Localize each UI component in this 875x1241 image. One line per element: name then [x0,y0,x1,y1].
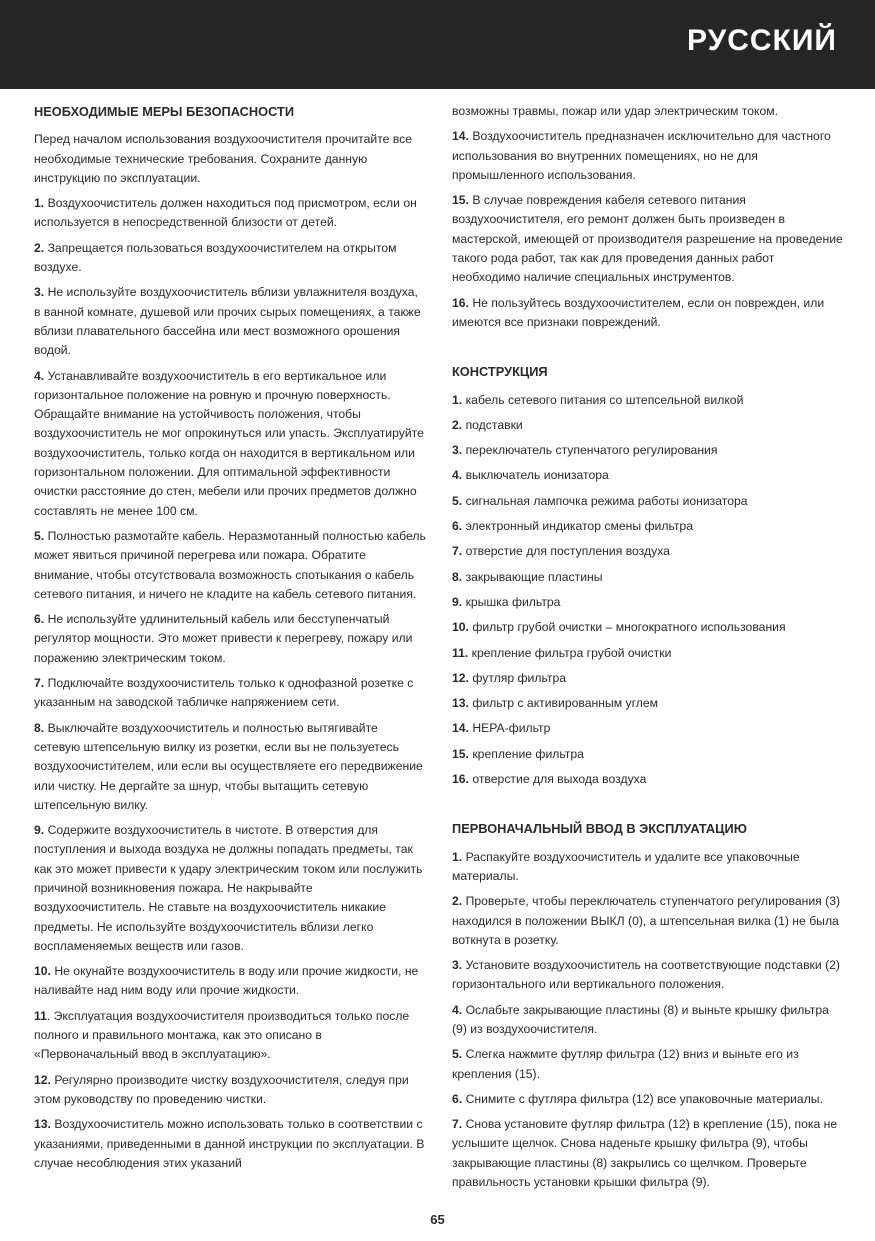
startup-step-text: Установите воздухоочиститель на соответствующие подставки (2) горизонтального или вертикального положения. [452,958,840,992]
startup-step [452,956,844,995]
safety-item-text: Не используйте воздухоочиститель вблизи увлажнителя воздуха, в ванной комнате, душевой или прочих сырых помещениях, а также вблизи плавательного бассейна или мест возможного орошения водой. [34,285,421,358]
safety-item [34,962,426,1001]
safety-item-text: Регулярно производите чистку воздухоочистителя, следуя при этом руководству по проведению чистки. [34,1072,409,1106]
safety-item-number: 16. [452,295,469,310]
safety-item-text: Не пользуйтесь воздухоочистителем, если он поврежден, или имеются все признаки повреждений. [452,295,825,329]
construction-item-text: фильтр с активированным углем [472,696,659,711]
safety-item-text: Полностью размотайте кабель. Неразмотанный полностью кабель может явиться причиной перегрева или пожара. Обратите внимание, чтобы отсутствовала возможность спотыкания о кабель сетевого питания, и ничего не кладите на кабель сетевого питания. [34,528,426,601]
construction-item-number: 16. [452,772,469,787]
construction-item-number: 13. [452,696,469,711]
safety-item [452,191,844,287]
safety-item [34,239,426,278]
startup-step [452,1045,844,1084]
construction-item [452,492,844,511]
construction-item [452,593,844,612]
construction-item-text: фильтр грубой очистки – многократного использования [472,620,786,635]
construction-heading: КОНСТРУКЦИЯ [452,364,548,380]
startup-step-number: 5. [452,1047,463,1062]
safety-list [34,194,426,1173]
construction-item-number: 14. [452,721,469,736]
construction-item [452,745,844,764]
safety-item [34,719,426,815]
construction-item-number: 10. [452,620,469,635]
construction-item-text: переключатель ступенчатого регулирования [465,443,718,458]
safety-item-text: Подключайте воздухоочиститель только к однофазной розетке с указанным на заводской табличке напряжением сети. [34,676,414,710]
safety-item [34,283,426,360]
construction-item-text: кабель сетевого питания со штепсельной вилкой [465,392,744,407]
construction-item [452,568,844,587]
startup-step [452,1090,844,1109]
construction-item-number: 9. [452,594,463,609]
construction-item [452,416,844,435]
safety-item [34,367,426,521]
safety-item-number: 3. [34,285,45,300]
construction-item [452,441,844,460]
startup-step-text: Снова установите футляр фильтра (12) в крепление (15), пока не услышите щелчок. Снова наденьте крышку фильтра (9), чтобы закрывающие пластины (8) закрылись со щелчком. Проверьте правильность установки крышки фильтра (9). [452,1117,838,1190]
construction-item-number: 12. [452,670,469,685]
safety-item [34,1115,426,1173]
construction-item [452,542,844,561]
safety-item [34,674,426,713]
safety-item-text: Не окунайте воздухоочиститель в воду или прочие жидкости, не наливайте над ним воду или прочие жидкости. [34,964,419,998]
safety-item [34,527,426,604]
page-number: 65 [430,1212,445,1227]
safety-item [34,610,426,668]
construction-item-text: сигнальная лампочка режима работы ионизатора [465,493,748,508]
construction-item-number: 11. [452,645,469,660]
safety-list-continued [452,102,844,332]
safety-item-text: Воздухоочиститель предназначен исключительно для частного использования во внутренних помещениях, но не для промышленного использования. [452,129,831,182]
safety-item [34,194,426,233]
safety-item [34,1007,426,1065]
construction-item-number: 2. [452,417,463,432]
construction-item [452,770,844,789]
startup-step [452,1001,844,1040]
construction-item-number: 5. [452,493,463,508]
safety-item [452,102,844,121]
startup-step-number: 1. [452,849,463,864]
construction-item-text: закрывающие пластины [465,569,603,584]
construction-item-text: крепление фильтра [472,746,584,761]
safety-item-text: Воздухоочиститель можно использовать только в соответствии с указаниями, приведенными в данной инструкции по эксплуатации. В случае несоблюдения этих указаний [34,1117,425,1170]
construction-item-text: подставки [465,417,523,432]
startup-step-number: 7. [452,1117,463,1132]
safety-item [34,1071,426,1110]
safety-item-text: В случае повреждения кабеля сетевого питания воздухоочистителя, его ремонт должен быть произведен в мастерской, имеющей от производителя разрешение на проведение такого рода работ, так как для проведения данных работ необходимо наличие специальных инструментов. [452,193,843,285]
safety-item-number: 9. [34,823,45,838]
safety-item-number: 1. [34,196,45,211]
construction-item-text: крепление фильтра грубой очистки [471,645,672,660]
safety-item-text: Не используйте удлинительный кабель или бесступенчатый регулятор мощности. Это может привести к перегреву, пожару или поражению электрическим током. [34,612,413,665]
safety-item-text: Выключайте воздухоочиститель и полностью вытягивайте сетевую штепсельную вилку из розетки, если вы не пользуетесь воздухоочистителем, или если вы осуществляете его передвижение или чистку. Не дергайте за шнур, чтобы вытащить сетевую штепсельную вилку. [34,720,423,812]
construction-item [452,669,844,688]
startup-step-number: 6. [452,1091,463,1106]
safety-item [452,127,844,185]
safety-item [452,294,844,333]
startup-step-text: Снимите с футляра фильтра (12) все упаковочные материалы. [465,1091,823,1106]
startup-heading: ПЕРВОНАЧАЛЬНЫЙ ВВОД В ЭКСПЛУАТАЦИЮ [452,821,747,837]
construction-item-text: футляр фильтра [472,670,566,685]
startup-step-number: 2. [452,894,463,909]
construction-item [452,694,844,713]
construction-list [452,391,844,790]
safety-item-number: 5. [34,528,45,543]
construction-item-number: 4. [452,468,463,483]
safety-item-number: 8. [34,720,45,735]
safety-item-text: Устанавливайте воздухоочиститель в его вертикальное или горизонтальное положение на ровную и прочную поверхность. Обращайте внимание на устойчивость положения, чтобы воздухоочиститель не мог опрокинуться или упасть. Эксплуатируйте воздухоочиститель, только когда он находится в вертикальном или горизонтальном положении. Для оптимальной эффективности очистки расстояние до стен, мебели или прочих предметов должно составлять не менее 100 см. [34,368,424,518]
construction-item [452,391,844,410]
safety-item-number: 7. [34,676,45,691]
construction-item [452,466,844,485]
construction-item-text: выключатель ионизатора [465,468,609,483]
startup-list [452,848,844,1193]
startup-step-text: Проверьте, чтобы переключатель ступенчатого регулирования (3) находился в положении ВЫКЛ (0), а штепсельная вилка (1) не была воткнута в розетку. [452,894,841,947]
construction-item-number: 8. [452,569,463,584]
startup-step [452,1115,844,1192]
startup-step-text: Слегка нажмите футляр фильтра (12) вниз и выньте его из крепления (15). [452,1047,799,1081]
construction-item-number: 15. [452,746,469,761]
startup-step [452,892,844,950]
safety-item-text: . Эксплуатация воздухоочистителя производиться только после полного и правильного монтажа, как это описано в «Первоначальный ввод в эксплуатацию». [34,1008,410,1062]
construction-item-text: отверстие для выхода воздуха [472,772,647,787]
construction-item [452,719,844,738]
construction-item-number: 1. [452,392,463,407]
safety-item-number: 10. [34,964,51,979]
startup-step-number: 4. [452,1002,463,1017]
safety-item-text: возможны травмы, пожар или удар электрическим током. [452,104,779,118]
safety-item [34,821,426,956]
construction-item-number: 7. [452,544,463,559]
construction-item-number: 3. [452,443,463,458]
construction-item [452,517,844,536]
safety-item-number: 12. [34,1072,51,1087]
safety-item-number: 11 [34,1008,47,1023]
construction-item [452,618,844,637]
safety-item-number: 4. [34,368,45,383]
construction-item-text: HEPA-фильтр [472,721,551,736]
startup-step [452,848,844,887]
construction-item-number: 6. [452,519,463,534]
safety-item-number: 14. [452,129,469,144]
language-label: РУССКИЙ [686,24,837,57]
safety-item-text: Запрещается пользоваться воздухоочистителем на открытом воздухе. [34,240,397,275]
safety-item-text: Содержите воздухоочиститель в чистоте. В отверстия для поступления и выхода воздуха не должны попадать предметы, так как это может привести к удару электрическим током или послужить причиной возникновения пожара. Не накрывайте воздухоочиститель. Не ставьте на воздухоочиститель никакие предметы. Не используйте воздухоочиститель вблизи легко воспламеняемых веществ или газов. [34,823,423,953]
construction-item-text: крышка фильтра [465,594,561,609]
construction-item [452,644,844,663]
startup-step-number: 3. [452,958,463,973]
right-column [452,102,844,1198]
startup-step-text: Ослабьте закрывающие пластины (8) и выньте крышку фильтра (9) из воздухоочистителя. [452,1002,829,1036]
safety-item-text: Воздухоочиститель должен находиться под присмотром, если он используется в непосредственной близости от детей. [34,196,417,230]
construction-item-text: отверстие для поступления воздуха [465,544,670,559]
safety-item-number: 2. [34,240,45,255]
construction-item-text: электронный индикатор смены фильтра [465,519,693,534]
left-column [34,102,426,1179]
safety-item-number: 13. [34,1117,51,1132]
safety-heading: НЕОБХОДИМЫЕ МЕРЫ БЕЗОПАСНОСТИ [34,104,295,119]
startup-step-text: Распакуйте воздухоочиститель и удалите все упаковочные материалы. [452,849,800,883]
safety-item-number: 15. [452,193,469,208]
safety-item-number: 6. [34,612,45,627]
header-bar [0,0,875,89]
safety-intro: Перед началом использования воздухоочистителя прочитайте все необходимые технические требования. Сохраните данную инструкцию по эксплуатации. [34,132,413,185]
